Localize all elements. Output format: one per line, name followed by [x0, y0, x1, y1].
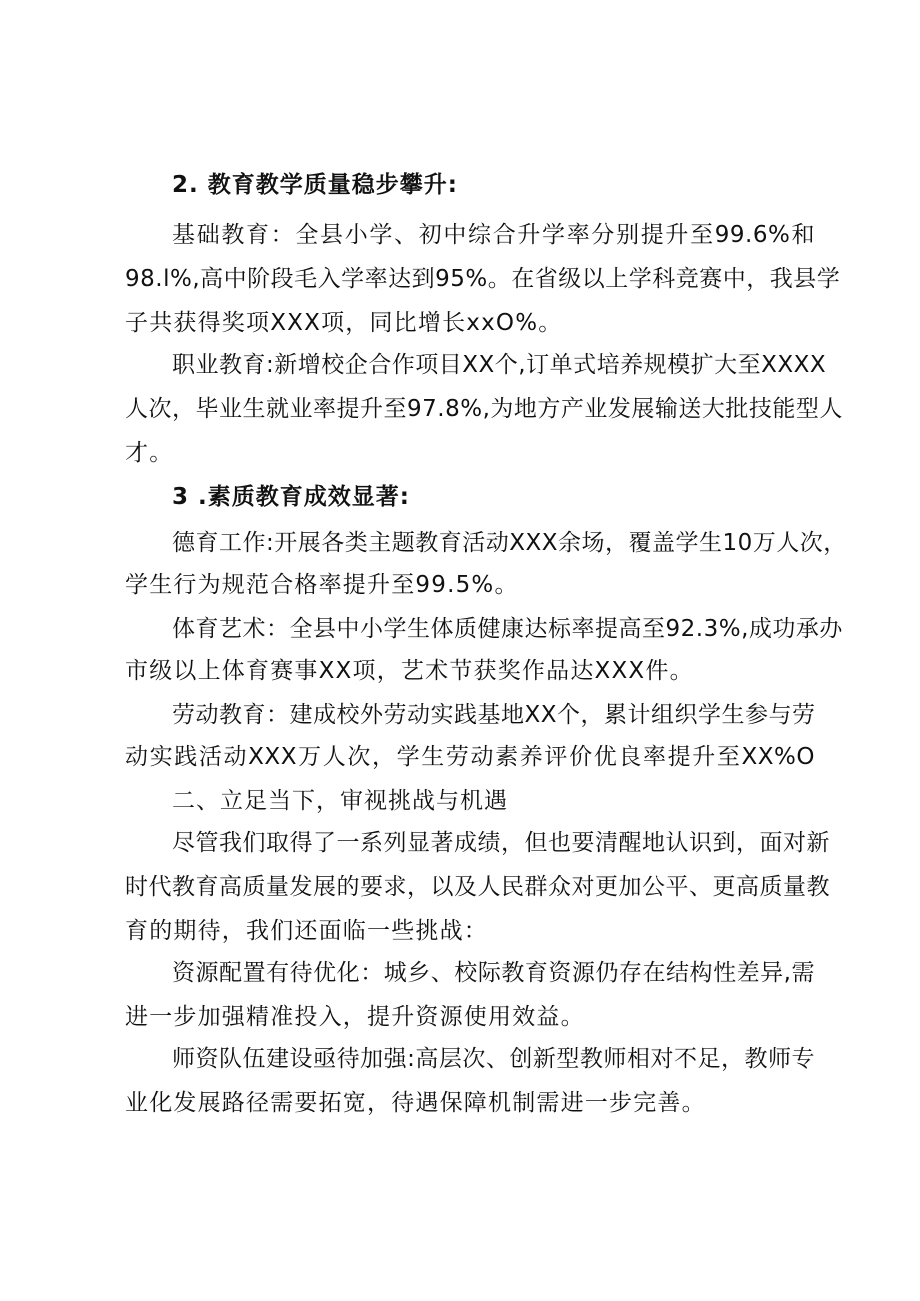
paragraph-line: 子共获得奖项XXX项，同比增长xxO%。 [125, 310, 563, 336]
section-heading: 3 .素质教育成效显著: [172, 484, 410, 510]
paragraph-line: 学生行为规范合格率提升至99.5%。 [125, 572, 519, 598]
paragraph-line: 人次，毕业生就业率提升至97.8%,为地方产业发展输送大批技能型人 [125, 396, 843, 422]
paragraph-line: 动实践活动XXX万人次，学生劳动素养评价优良率提升至XX%O [125, 744, 815, 770]
paragraph-line: 尽管我们取得了一系列显著成绩，但也要清醒地认识到，面对新 [172, 830, 830, 856]
paragraph-line: 体育艺术：全县中小学生体质健康达标率提高至92.3%,成功承办 [172, 616, 843, 642]
paragraph-line: 时代教育高质量发展的要求，以及人民群众对更加公平、更高质量教 [125, 874, 830, 900]
paragraph-line: 德育工作:开展各类主题教育活动XXX余场，覆盖学生10万人次， [172, 530, 847, 556]
paragraph-line: 育的期待，我们还面临一些挑战： [125, 918, 488, 944]
paragraph-line: 市级以上体育赛事XX项，艺术节获奖作品达XXX件。 [125, 658, 694, 684]
paragraph-line: 进一步加强精准投入，提升资源使用效益。 [125, 1004, 585, 1030]
paragraph-line: 98.l%,高中阶段毛入学率达到95%。在省级以上学科竞赛中，我县学 [125, 266, 841, 292]
paragraph-line: 职业教育:新增校企合作项目XX个,订单式培养规模扩大至XXXX [172, 352, 827, 378]
paragraph-line: 基础教育：全县小学、初中综合升学率分别提升至99.6%和 [172, 222, 815, 248]
paragraph-line: 才。 [125, 440, 174, 466]
chapter-heading: 二、立足当下，审视挑战与机遇 [172, 788, 508, 814]
paragraph-line: 业化发展路径需要拓宽，待遇保障机制需进一步完善。 [125, 1090, 706, 1116]
paragraph-line: 劳动教育：建成校外劳动实践基地XX个，累计组织学生参与劳 [172, 702, 816, 728]
section-heading: 2. 教育教学质量稳步攀升: [172, 172, 458, 198]
paragraph-line: 师资队伍建设亟待加强:高层次、创新型教师相对不足，教师专 [172, 1046, 815, 1072]
paragraph-line: 资源配置有待优化：城乡、校际教育资源仍存在结构性差异,需 [172, 960, 815, 986]
